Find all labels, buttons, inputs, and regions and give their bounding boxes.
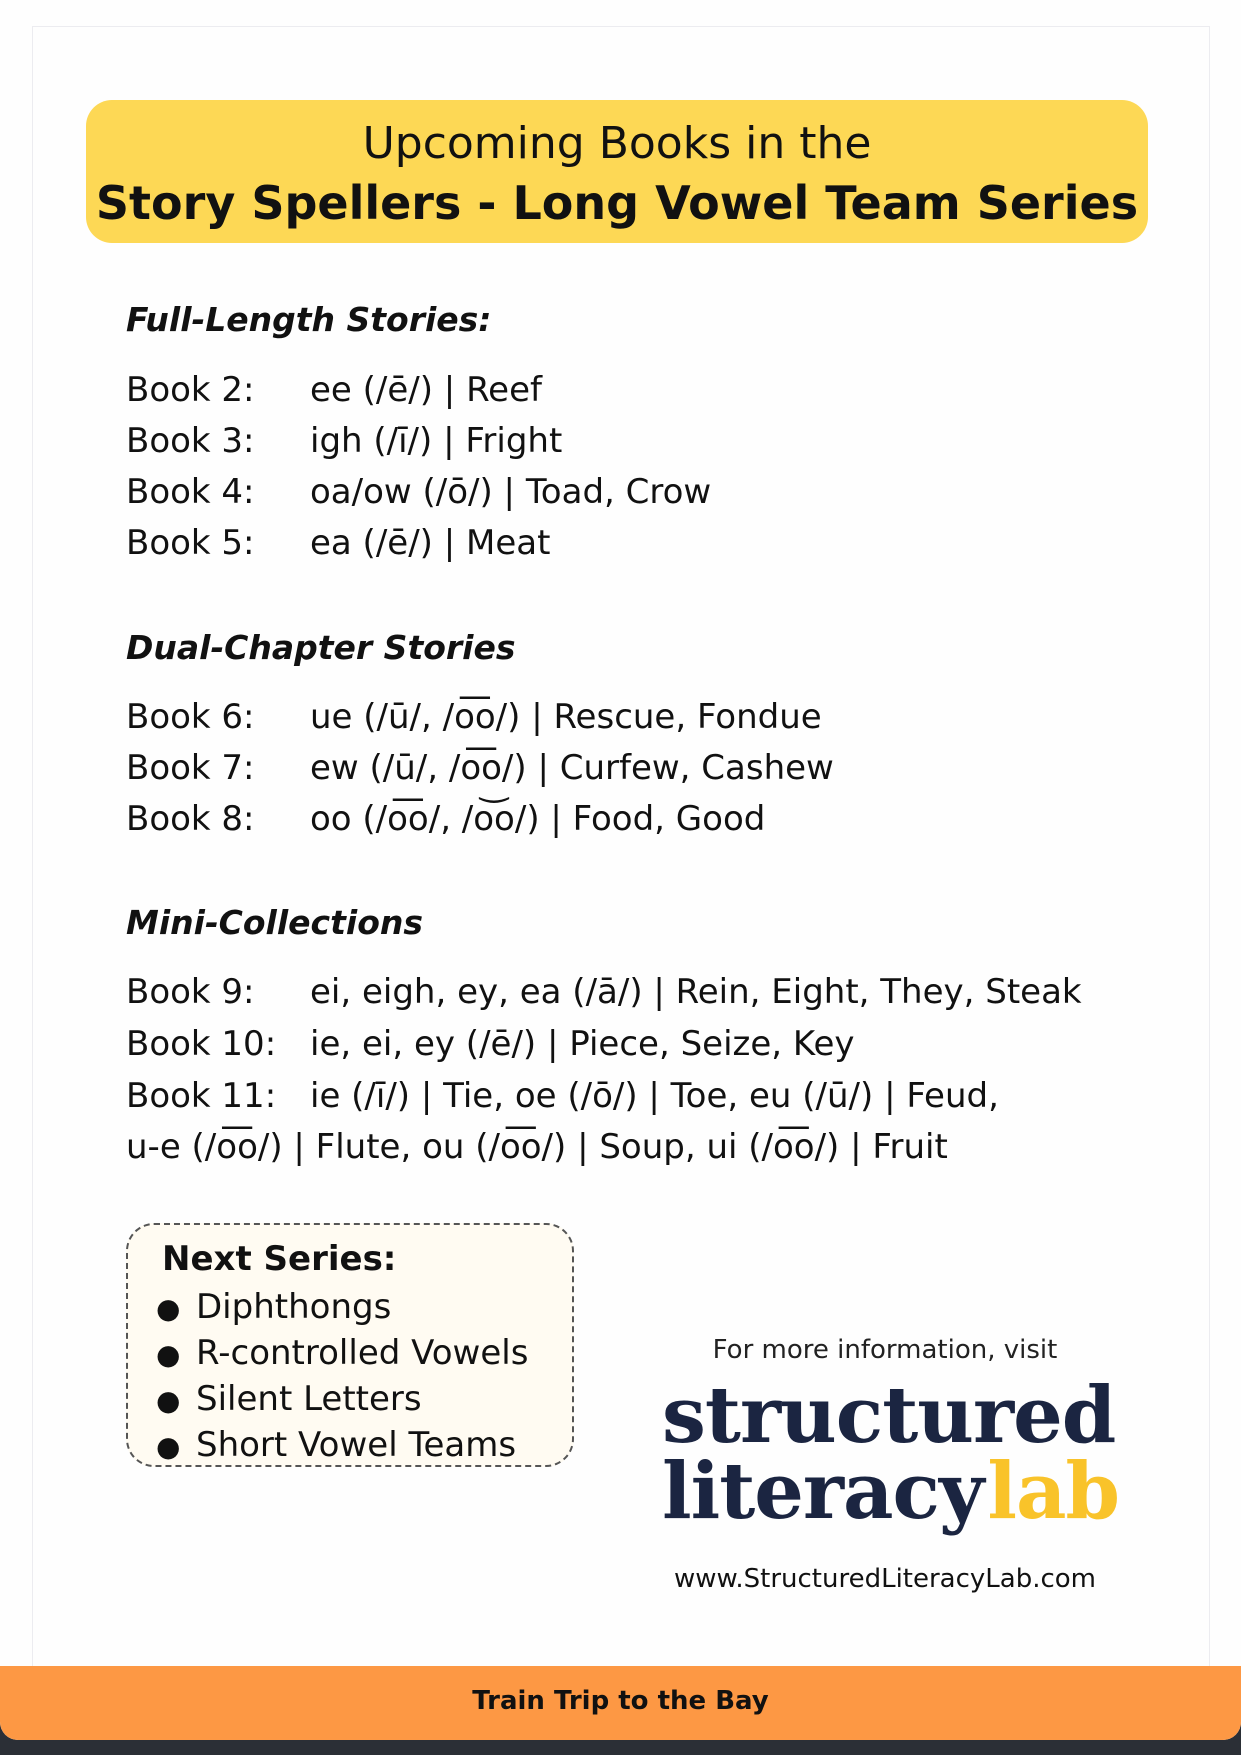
logo-line-2 bbox=[662, 1446, 1120, 1538]
book-number: Book 3: bbox=[126, 421, 255, 461]
website-link[interactable]: www.StructuredLiteracyLab.com bbox=[673, 1564, 1097, 1594]
book-description: ue (/ū/, /o͞o/) | Rescue, Fondue bbox=[310, 697, 822, 737]
footer-title: Train Trip to the Bay bbox=[472, 1686, 769, 1716]
next-series-title: Next Series: bbox=[162, 1239, 397, 1279]
book-number: Book 7: bbox=[126, 748, 255, 788]
next-series-list bbox=[156, 1285, 528, 1469]
bullet-icon: ● bbox=[156, 1384, 181, 1417]
book-number: Book 8: bbox=[126, 799, 255, 839]
logo-line-1: structured bbox=[662, 1370, 1116, 1461]
list-item-label: Diphthongs bbox=[196, 1287, 392, 1327]
book-line bbox=[126, 1076, 999, 1116]
book-line bbox=[126, 523, 550, 563]
list-item bbox=[156, 1423, 528, 1469]
book-number: Book 2: bbox=[126, 370, 255, 410]
list-item bbox=[156, 1285, 528, 1331]
section-heading-full-length: Full-Length Stories: bbox=[126, 300, 492, 339]
book-description: ee (/ē/) | Reef bbox=[310, 370, 542, 410]
book-description: ew (/ū/, /o͞o/) | Curfew, Cashew bbox=[310, 748, 834, 788]
list-item-label: R-controlled Vowels bbox=[196, 1333, 529, 1373]
title-line-2: Story Spellers - Long Vowel Team Series bbox=[95, 176, 1139, 230]
bullet-icon: ● bbox=[156, 1430, 181, 1463]
book-description: oo (/o͞o/, /o͝o/) | Food, Good bbox=[310, 799, 766, 839]
title-line-1: Upcoming Books in the bbox=[362, 118, 872, 169]
logo-word-lab: lab bbox=[987, 1446, 1120, 1538]
book-line bbox=[126, 421, 562, 461]
book-line bbox=[126, 799, 765, 839]
book-line bbox=[126, 370, 542, 410]
bullet-icon: ● bbox=[156, 1338, 181, 1371]
structured-literacy-lab-logo bbox=[662, 1370, 1120, 1538]
book-line bbox=[126, 748, 834, 788]
logo-word-literacy: literacy bbox=[662, 1446, 984, 1538]
book-number: Book 10: bbox=[126, 1024, 277, 1064]
next-series-box bbox=[126, 1223, 574, 1467]
footer-bar bbox=[0, 1666, 1241, 1740]
book-line bbox=[126, 1024, 855, 1064]
list-item-label: Short Vowel Teams bbox=[196, 1425, 517, 1465]
book-number: Book 6: bbox=[126, 697, 255, 737]
book-line bbox=[126, 697, 822, 737]
book-description: ie (/ī/) | Tie, oe (/ō/) | Toe, eu (/ū/) | Feud, bbox=[310, 1076, 999, 1116]
bullet-icon: ● bbox=[156, 1292, 181, 1325]
title-banner bbox=[86, 100, 1148, 243]
book-number: Book 5: bbox=[126, 523, 255, 563]
book-description: ei, eigh, ey, ea (/ā/) | Rein, Eight, They, Steak bbox=[310, 972, 1082, 1012]
book-line bbox=[126, 472, 711, 512]
book-description: ie, ei, ey (/ē/) | Piece, Seize, Key bbox=[310, 1024, 855, 1064]
book-number: Book 4: bbox=[126, 472, 255, 512]
list-item bbox=[156, 1331, 528, 1377]
book-description: igh (/ī/) | Fright bbox=[310, 421, 563, 461]
section-heading-dual-chapter: Dual-Chapter Stories bbox=[126, 628, 516, 667]
book-number: Book 9: bbox=[126, 972, 255, 1012]
info-text: For more information, visit bbox=[712, 1335, 1058, 1365]
book-line bbox=[126, 972, 1082, 1012]
section-heading-mini-collections: Mini-Collections bbox=[126, 903, 423, 942]
book-description: oa/ow (/ō/) | Toad, Crow bbox=[310, 472, 712, 512]
book-number: Book 11: bbox=[126, 1076, 277, 1116]
book-description: ea (/ē/) | Meat bbox=[310, 523, 551, 563]
list-item bbox=[156, 1377, 528, 1423]
list-item-label: Silent Letters bbox=[196, 1379, 422, 1419]
book-description-continuation: u-e (/o͞o/) | Flute, ou (/o͞o/) | Soup, ui (/o͞o/) | Fruit bbox=[126, 1127, 948, 1167]
